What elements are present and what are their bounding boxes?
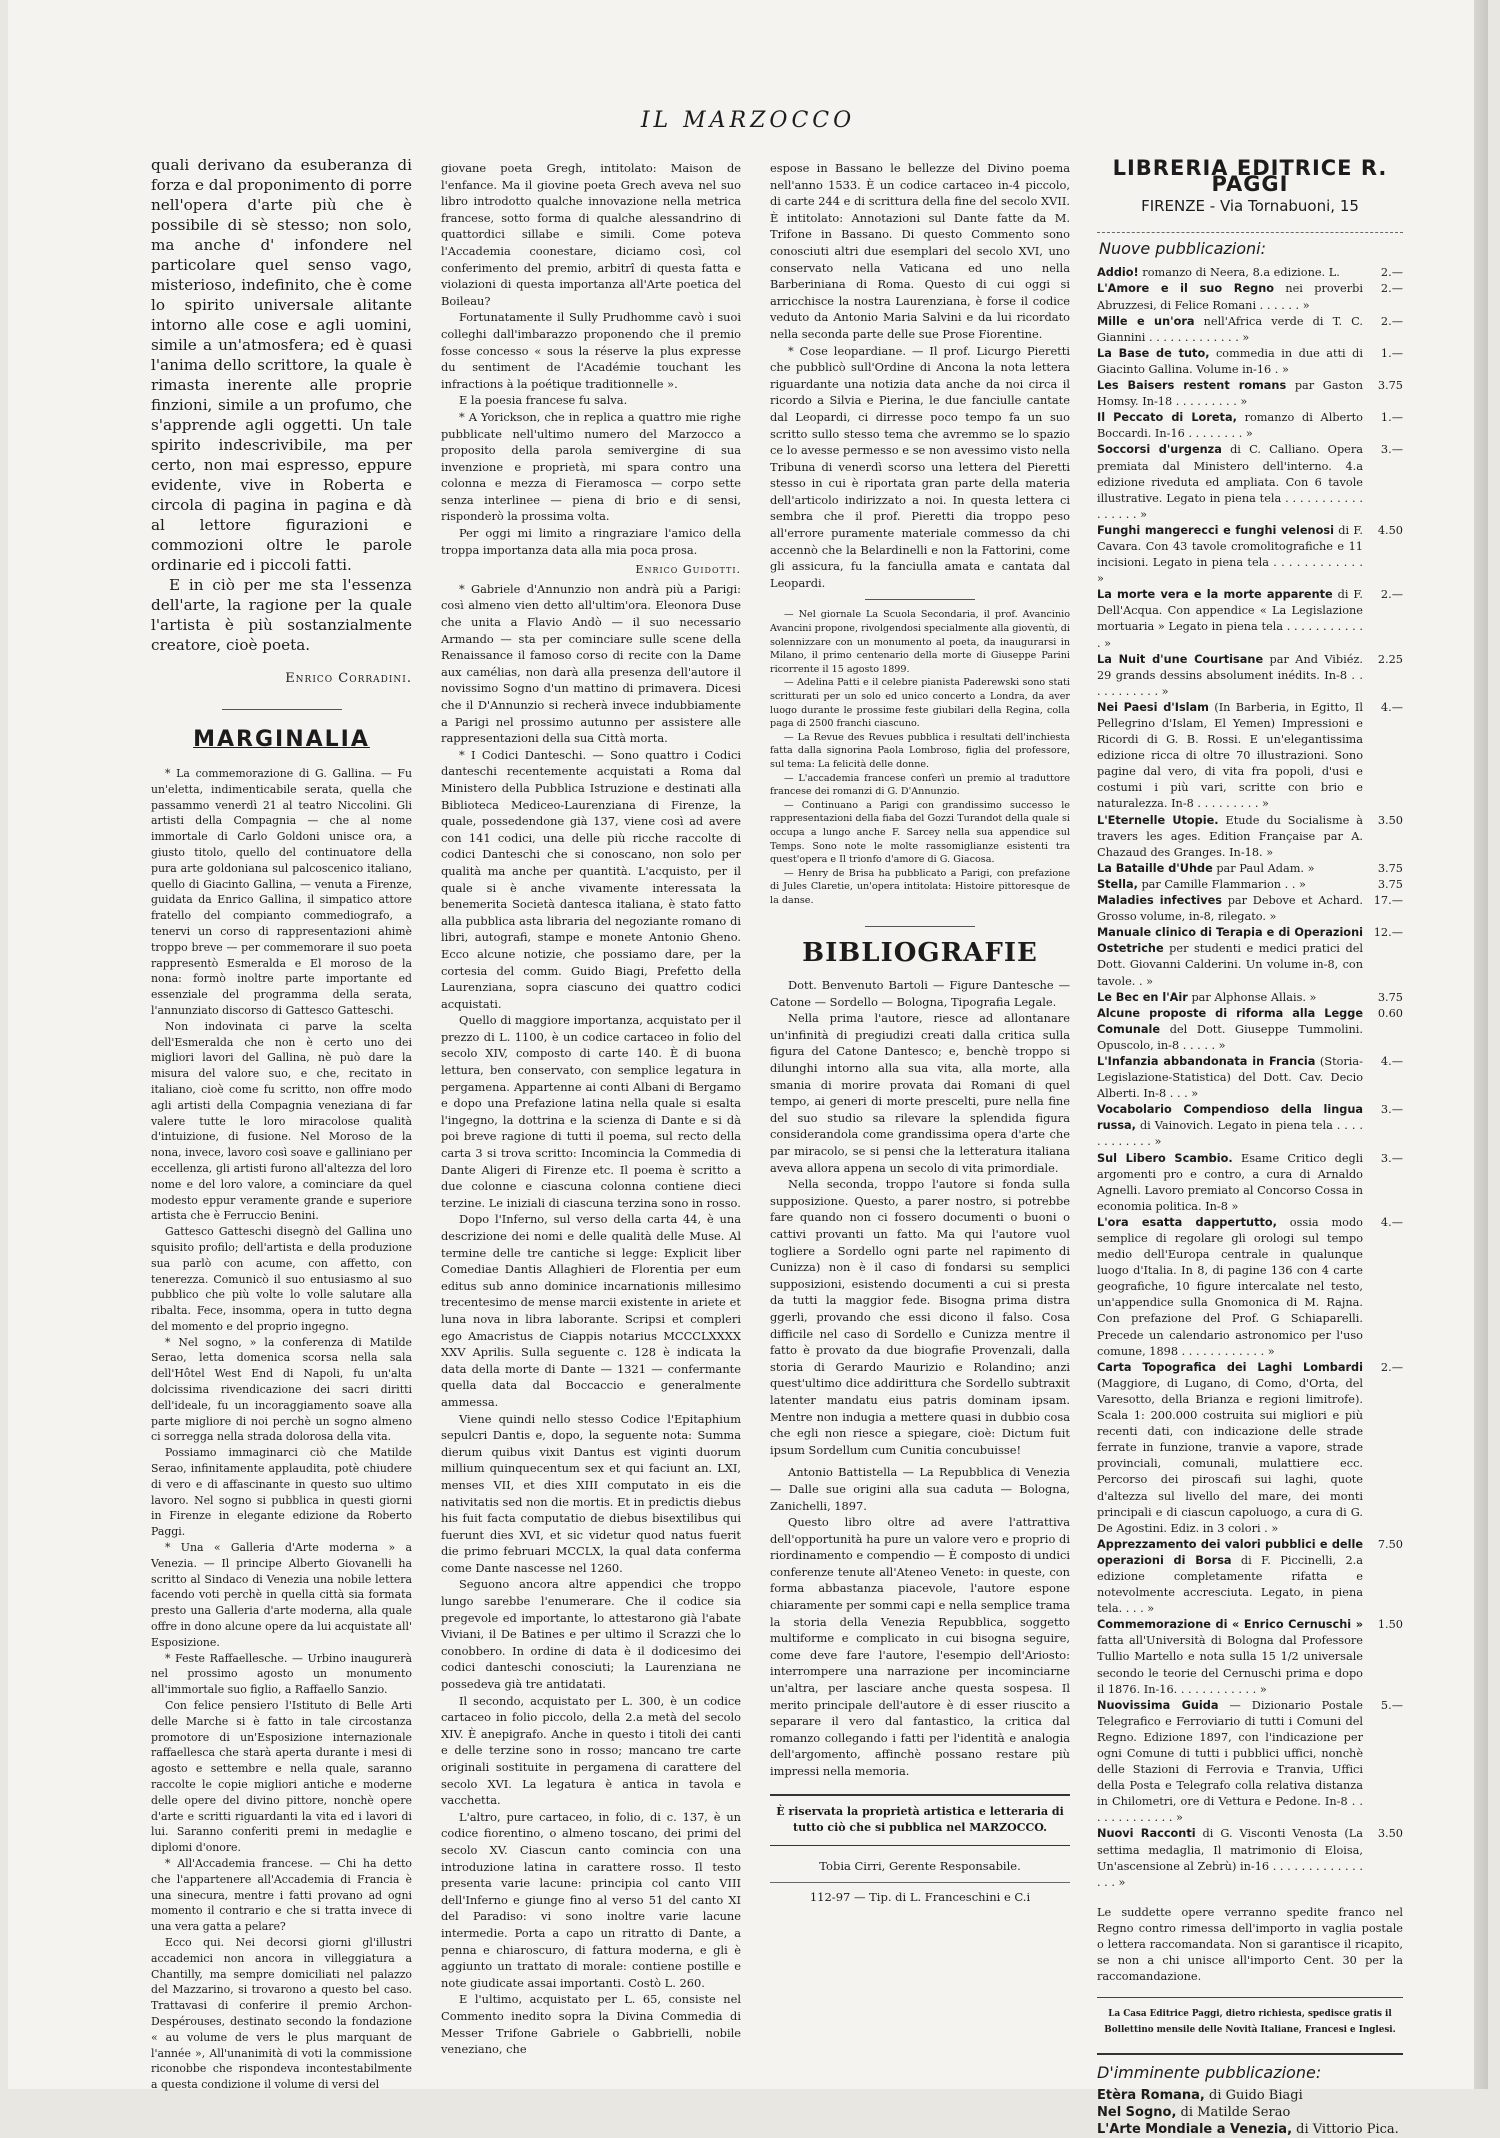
- book-entry: [1097, 813, 1403, 861]
- book-title: Nuovissima Guida: [1097, 1698, 1219, 1712]
- marginalia-item: * Una « Galleria d'Arte moderna » a Venezia. — Il principe Alberto Giovanelli ha scritto al Sindaco di Venezia una nobile lettera facendo voti perchè in quella città sia formata presto una Galleria d'arte moderna, alla quale offre in dono alcune opere da lui acquistate all' Esposizione.: [151, 1541, 412, 1649]
- book-description: L'Infanzia abbandonata in Francia (Storia-Legislazione-Statistica) del Dott. Cav. Decio Alberti. In-8 . . . »: [1097, 1054, 1363, 1101]
- book-entry: [1097, 314, 1403, 346]
- book-entry: [1097, 442, 1403, 522]
- book-entry: [1097, 877, 1403, 893]
- book-price: 4.50: [1377, 523, 1403, 537]
- book-entry: [1097, 925, 1403, 989]
- book-price: 3.75: [1377, 379, 1403, 393]
- divider: [865, 926, 975, 927]
- book-entry: [1097, 1617, 1403, 1697]
- book-entry: [1097, 652, 1403, 700]
- bulletin-note: La Casa Editrice Paggi, dietro richiesta, spedisce gratis il Bollettino mensile delle Novità Italiane, Francesi e Inglesi.: [1097, 1997, 1403, 2038]
- book-price: 3.75: [1377, 990, 1403, 1004]
- book-title: Maladies infectives: [1097, 894, 1222, 908]
- paragraph: Seguono ancora altre appendici che troppo lungo sarebbe l'enumerare. Che il codice sia pregevole ed importante, lo attestarono già l'abate Viviani, il De Batines e per ultimo il Scrazzi che lo conobbero. In ordine di data è il dodicesimo dei codici danteschi conosciuti; la Laurenziana ne possedeva già tre antidatati.: [441, 1577, 741, 1692]
- brief-note: — L'accademia francese conferì un premio al traduttore francese dei romanzi di G. D'Annunzio.: [770, 772, 1070, 798]
- book-description: Manuale clinico di Terapia e di Operazioni Ostetriche per studenti e medici pratici del Dott. Giovanni Calderini. Un volume in-8, con tavole. . »: [1097, 926, 1363, 988]
- book-price: 2.—: [1380, 588, 1403, 602]
- paragraph: L'altro, pure cartaceo, in folio, di c. 137, è un codice fiorentino, o almeno toscano, dei primi del secolo XV. Ciascun canto comincia con una introduzione latina in carattere rosso. Il testo presenta varie lacune: principia col canto VIII dell'Inferno e giunge fino al verso 51 del canto XI del Paradiso: vi sono inoltre varie lacune intermedie. Porta a capo un ritratto di Dante, a penna e chiaroscuro, di fattura moderna, e gli è aggiunto un trattato di morale: contiene postille e note giudicate assai importanti. Costò L. 260.: [441, 1809, 741, 1990]
- signature: Enrico Corradini.: [285, 671, 412, 686]
- book-title: Soccorsi d'urgenza: [1097, 443, 1222, 457]
- book-description: Sul Libero Scambio. Esame Critico degli argomenti pro e contro, a cura di Arnaldo Agnelli. Lavoro premiato al Concorso Cossa in economia politica. In-8 »: [1097, 1151, 1364, 1213]
- paragraph: * I Codici Danteschi. — Sono quattro i Codici danteschi recentemente acquistati a Roma dal Ministero della Pubblica Istruzione e destinati alla Biblioteca Mediceo-Laurenziana di Firenze, la quale, possedendone già 137, viene così ad avere con 141 codici, una delle più ricche raccolte di codici Danteschi che si conoscano, non solo per qualità ma anche per quantità. L'acquisto, per il quale si è anche vivamente interessata la benemerita Società dantesca italiana, è stato fatto alla pubblica asta libraria del negoziante romano di libri, autografi, stampe e monete Antonio Gheno. Ecco alcune notizie, che possiamo dare, per la cortesia del comm. Guido Biagi, Prefetto della Laurenziana, sopra ciascuno dei quattro codici acquistati.: [441, 747, 741, 1011]
- marginalia-item: Con felice pensiero l'Istituto di Belle Arti delle Marche si è fatto in tale circostanza promotore di un'Esposizione internazionale raffaellesca che starà aperta durante i mesi di agosto e settembre e nella quale, saranno raccolte le copie migliori antiche e moderne delle opere del divino pittore, nonchè opere d'arte e scritti riguardanti la vita ed i lavori di lui. Saranno conferiti premi in medaglie e diplomi d'onore.: [151, 1699, 412, 1855]
- book-price: 7.50: [1377, 1537, 1403, 1551]
- book-title: La morte vera e la morte apparente: [1097, 588, 1333, 602]
- book-title: Les Baisers restent romans: [1097, 379, 1287, 393]
- book-title: Le Bec en l'Air: [1097, 990, 1188, 1004]
- marginalia-item: * All'Accademia francese. — Chi ha detto che l'appartenere all'Accademia di Francia è una sinecura, mentre i fatti provano ad ogni momento il contrario e che si tratta invece di una vera gatta a pelare?: [151, 1856, 412, 1934]
- brief-note: — Nel giornale La Scuola Secondaria, il prof. Avancinio Avancini propone, rivolgendosi specialmente alla gioventù, di solennizzare con un monumento al poeta, da inaugurarsi in Milano, il primo centenario della morte di Giuseppe Parini ricorrente il 15 agosto 1899.: [770, 609, 1070, 675]
- book-title: Alcune proposte di riforma alla Legge Comunale: [1097, 1006, 1363, 1036]
- book-description: Soccorsi d'urgenza di C. Calliano. Opera premiata dal Ministero dell'interno. 4.a edizione riveduta ed ampliata. Con 6 tavole illustrative. Legato in piena tela . . . . . . . . . . . . . . . . . »: [1097, 443, 1363, 521]
- book-description: Funghi mangerecci e funghi velenosi di F. Cavara. Con 43 tavole cromolitografiche e 11 incisioni. Legato in piena tela . . . . . . . . . . . . »: [1097, 523, 1364, 586]
- book-title: Apprezzamento dei valori pubblici e delle operazioni di Borsa: [1097, 1537, 1363, 1567]
- book-title: Nuovi Racconti: [1097, 1827, 1196, 1841]
- book-price: 1.—: [1380, 411, 1403, 425]
- book-title: Il Peccato di Loreta,: [1097, 411, 1237, 425]
- page-edge-shadow: [1474, 0, 1488, 2089]
- book-title: Commemorazione di « Enrico Cernuschi »: [1097, 1618, 1363, 1632]
- marginalia-item: * Feste Raffaellesche. — Urbino inaugurerà nel prossimo agosto un monumento all'immortale suo figlio, a Raffaello Sanzio.: [151, 1651, 412, 1697]
- book-description: La Bataille d'Uhde par Paul Adam. »: [1097, 861, 1315, 875]
- brief-note: — Adelina Patti e il celebre pianista Paderewski sono stati scritturati per un solo ed unico concerto a Londra, da aver luogo durante le prossime feste giubilari della Regina, colla paga di 2500 franchi ciascuno.: [770, 677, 1070, 730]
- book-price: 3.75: [1377, 861, 1403, 875]
- marginalia-body: [151, 766, 412, 2093]
- book-price: 12.—: [1373, 926, 1403, 940]
- book-entry: [1097, 1054, 1403, 1102]
- book-price: 3.—: [1380, 1103, 1403, 1117]
- book-description: La morte vera e la morte apparente di F. Dell'Acqua. Con appendice « La Legislazione mortuaria » Legato in piena tela . . . . . . . . . . . . »: [1097, 588, 1364, 650]
- book-title: Vocabolario Compendioso della lingua russa,: [1097, 1103, 1363, 1133]
- book-price: 3.50: [1377, 813, 1403, 827]
- book-price: 4.—: [1380, 700, 1403, 714]
- book-description: Maladies infectives par Debove et Achard. Grosso volume, in-8, rilegato. »: [1097, 894, 1363, 924]
- book-price: 2.—: [1380, 282, 1403, 296]
- paragraph: Fortunatamente il Sully Prudhomme cavò i suoi colleghi dall'imbarazzo proponendo che il premio fosse concesso « sous la réserve la plus expresse du sentiment de l'Académie touchant les infractions à la poétique traditionnelle ».: [441, 310, 741, 391]
- book-price: 3.75: [1377, 877, 1403, 891]
- book-entry: [1097, 281, 1403, 313]
- book-title: La Base de tuto,: [1097, 346, 1210, 360]
- book-entry: [1097, 1360, 1403, 1537]
- book-citation: Dott. Benvenuto Bartoli — Figure Dantesche — Catone — Sordello — Bologna, Tipografia Legale.: [770, 978, 1070, 1009]
- marginalia-item: * La commemorazione di G. Gallina. — Fu un'eletta, indimenticabile serata, quella che passammo venerdì 21 al teatro Niccolini. Gli artisti della Compagnia — che al nome immortale di Carlo Goldoni unisce ora, a giusto titolo, quello del continuatore della pura arte goldoniana sul palcoscenico italiano, quello di Giacinto Gallina, — venuta a Firenze, guidata da Enrico Gallina, il simpatico attore fratello del compianto commediografo, a tenervi un corso di rappresentazioni ahimè troppo breve — per commemorare il suo poeta rappresentò Esmeralda e El moroso de la nona: formò inoltre parte importante ed essenziale del programma della serata, l'annunziato discorso di Gattesco Gatteschi.: [151, 767, 412, 1017]
- column-2: [441, 160, 741, 2058]
- paragraph: E l'ultimo, acquistato per L. 65, consiste nel Commento inedito sopra la Divina Commedia di Messer Trifone Gabriele o Gabbrielli, nobile veneziano, che: [441, 1992, 741, 2057]
- book-description: Addio! romanzo di Neera, 8.a edizione. L.: [1097, 266, 1340, 280]
- book-price: 5.—: [1380, 1698, 1403, 1712]
- printer-line: 112-97 — Tip. di L. Franceschini e C.i: [770, 1882, 1070, 1906]
- publisher-name: LIBRERIA EDITRICE R. PAGGI: [1112, 156, 1388, 197]
- book-price: 3.—: [1380, 443, 1403, 457]
- paragraph: Questo libro oltre ad avere l'attrattiva dell'opportunità ha pure un valore vero e proprio di riordinamento e compendio — È composto di undici conferenze tenute all'Ateneo Veneto: in queste, con forma abbastanza piacevole, l'autore espone chiaramente per sommi capi e nella semplice trama la storia della Venezia Repubblica, soggetto multiforme e complicato in cui bisogna seguire, come deve fare l'autore, l'esempio dell'Ariosto: interrompere una narrazione per incominciarne un'altra, per lasciare anche questa sospesa. Il merito principale dell'autore è di esser riuscito a separare il vero dal fantastico, la critica dal romanzo collegando i fatti per l'identità e analogia dell'argomento, affinchè possano restare più impressi nella memoria.: [770, 1515, 1070, 1778]
- book-description: Il Peccato di Loreta, romanzo di Alberto Boccardi. In-16 . . . . . . . . »: [1097, 411, 1363, 441]
- book-entry: [1097, 265, 1403, 281]
- forthcoming-title: Etèra Romana,: [1097, 2087, 1205, 2103]
- marginalia-item: Ecco qui. Nei decorsi giorni gl'illustri accademici non ancora in villeggiatura a Chantilly, ma sempre domiciliati nel palazzo del Mazzarino, si trovarono a questo bel caso. Trattavasi di conferire il premio Archon-Despérouses, destinato secondo la fondazione « au volume de vers le plus marquant de l'année », All'unanimità di voti la commissione riconobbe che rispondeva incontestabilmente a questa condizione il volume di versi del: [151, 1935, 412, 2092]
- book-description: La Nuit d'une Courtisane par And Vibiéz. 29 grands dessins absolument inédits. In-8 . . . . . . . . . . . »: [1097, 652, 1363, 698]
- paragraph: Nella prima l'autore, riesce ad allontanare un'infinità di pregiudizi creati dalla critica sulla figura del Catone Dantesco; e, benchè troppo si dilunghi intorno alla sua vita, alla morte, alla smania di morire provata dai Romani di quel tempo, ai generi di morte prescelti, pure nella fine del suo studio sa rilevare la splendida figura considerandola come grandissima opera d'arte che par miracolo, se si pensi che la letteratura italiana aveva allora appena un secolo di vita primordiale.: [770, 1011, 1070, 1175]
- book-entry: [1097, 1006, 1403, 1054]
- section-title: MARGINALIA: [193, 727, 370, 752]
- book-description: Apprezzamento dei valori pubblici e delle operazioni di Borsa di F. Piccinelli, 2.a edizione completamente rifatta e notevolmente accresciuta. Legato, in piena tela. . . . »: [1097, 1537, 1363, 1616]
- book-entry: [1097, 587, 1403, 651]
- book-entry: [1097, 523, 1403, 587]
- column-4-advertisement: [1097, 156, 1403, 2138]
- paragraph: E la poesia francese fu salva.: [459, 393, 628, 408]
- paragraph: Nella seconda, troppo l'autore si fonda sulla supposizione. Questo, a parer nostro, si potrebbe fare quando non ci fossero documenti o buoni o cattivi provanti un fatto. Ma qui l'autore vuol togliere a Sordello ogni parte nel rapimento di Cunizza) non è il caso di fondarsi su semplici supposizioni, esistendo documenti a cui si presta da tutti la maggior fede. Bisogna prima distra ggerli, provando che essi dicono il falso. Cosa difficile nel caso di Sordello e Cunizza mentre il fatto è provato da due biografie Provenzali, dalla storia di Gerardo Maurizio e Rolandino; anzi quest'ultimo dice addirittura che Sordello subtraxit latenter mandatu eius patris dominam ipsam. Mentre non indugia a mettere quasi in dubbio cosa che egli non riesce a spiegare, cioè: Dictum fuit ipsum Sordellum cum Cunitia concubuisse!: [770, 1177, 1070, 1457]
- book-entry: [1097, 1826, 1403, 1890]
- book-title: La Bataille d'Uhde: [1097, 861, 1213, 875]
- book-title: Carta Topografica dei Laghi Lombardi: [1097, 1360, 1363, 1374]
- book-title: Stella,: [1097, 877, 1138, 891]
- book-price: 3.—: [1380, 1151, 1403, 1165]
- rights-notice: È riservata la proprietà artistica e letteraria di tutto ciò che si pubblica nel MARZOCCO.: [770, 1794, 1070, 1846]
- newspaper-page: [8, 0, 1488, 2137]
- managing-editor: Tobia Cirri, Gerente Responsabile.: [819, 1858, 1021, 1873]
- paragraph: * Cose leopardiane. — Il prof. Licurgo Pieretti che pubblicò sull'Ordine di Ancona la nota lettera riguardante una notizia data anche da noi circa il ricordo a Silvia e Pierina, le due fanciulle cantate dal Leopardi, ci dirresse poco tempo fa un suo scritto sullo stesso tema che avremmo se lo spazio ce lo avesse permesso e se non avessimo visto nella Tribuna di venerdì scorso una lettera del Pieretti stesso in cui è riportata gran parte della materia dell'articolo indirizzato a noi. In questa lettera ci sembra che il prof. Pieretti dia troppo peso all'errore puramente materiale commesso da chi accennò che la Belardinelli e non la Fattorini, come gli assicura, fu la fanciulla amata e cantata dal Leopardi.: [770, 343, 1070, 590]
- book-description: Vocabolario Compendioso della lingua russa, di Vainovich. Legato in piena tela . . . . . . . . . . . . »: [1097, 1103, 1363, 1149]
- book-price: 2.25: [1377, 652, 1403, 666]
- forthcoming-item: Nel Sogno, di Matilde Serao: [1097, 2104, 1291, 2120]
- paragraph: Quello di maggiore importanza, acquistato per il prezzo di L. 1100, è un codice cartaceo in folio del secolo XIV, composto di carte 140. È di buona lettura, ben conservato, con semplice legatura in pergamena. Appartenne ai conti Albani di Bergamo e dopo una Prefazione latina nella quale si esalta l'ingegno, la dottrina e la scienza di Dante e si dà poi breve ragione di tutti il poema, sul recto della carta 3 si trova scritto: Incomincia la Commedia di Dante Aligeri di Firenze etc. Il poema è scritto a due colonne e ciascuna colonna contiene dieci terzine. Le iniziali di ciascuna terzina sono in rosso.: [441, 1013, 741, 1210]
- book-description: Mille e un'ora nell'Africa verde di T. C. Giannini . . . . . . . . . . . . . »: [1097, 314, 1363, 344]
- paragraph: quali derivano da esuberanza di forza e dal proponimento di porre nell'opera d'arte più che è possibile di sè stesso; non solo, ma anche d' infondere nel particolare quel senso vago, misterioso, indefinito, che è come lo spirito universale alitante intorno alle cose e agli uomini, simile a un'atmosfera; ed è quasi l'anima dello scrittore, la quale è rimasta inerente alle proprie finzioni, simile a un profumo, che s'apprende agli oggetti. Un tale spirito indescrivibile, ma per certo, non mai espresso, eppure evidente, vive in Roberta e circola di pagina in pagina e dà al lettore figurazioni e commozioni oltre le parole ordinarie ed i piccoli fatti.: [151, 156, 412, 574]
- paragraph: giovane poeta Gregh, intitolato: Maison de l'enfance. Ma il giovine poeta Grech aveva nel suo libro introdotto qualche innovazione nella metrica francese, sotto forma di qualche alessandrino di quattordici sillabe e simili. Come poteva l'Accademia coonestare, diciamo così, col conferimento del premio, arbitrî di questa fatta e violazioni di questa importanza all'Arte poetica del Boileau?: [441, 161, 741, 308]
- book-price: 2.—: [1380, 1360, 1403, 1374]
- book-description: L'Amore e il suo Regno nei proverbi Abruzzesi, di Felice Romani . . . . . . »: [1097, 282, 1363, 312]
- book-description: Nuovissima Guida — Dizionario Postale Telegrafico e Ferroviario di tutti i Comuni del Regno. Edizione 1897, con l'indicazione per ogni Comune di tutti i pubblici uffici, nonchè delle Stazioni di Ferrovia e Tranvia, Uffici della Posta e Telegrafo colla relativa distanza in Chilometri, ore di Vettura e Pedone. In-8 . . . . . . . . . . . . . »: [1097, 1698, 1363, 1825]
- book-title: Nei Paesi d'Islam: [1097, 700, 1209, 714]
- book-price: 4.—: [1380, 1215, 1403, 1229]
- book-entry: [1097, 1151, 1403, 1215]
- signature: Enrico Guidotti.: [635, 563, 741, 577]
- book-description: Nuovi Racconti di G. Visconti Venosta (La settima medaglia, Il matrimonio di Eloisa, Un'ascensione al Zebrù) in-16 . . . . . . . . . . . . . . . . »: [1097, 1827, 1363, 1889]
- book-description: La Base de tuto, commedia in due atti di Giacinto Gallina. Volume in-16 . »: [1097, 346, 1363, 376]
- book-title: Manuale clinico di Terapia e di Operazioni Ostetriche: [1097, 926, 1363, 956]
- new-publications-heading: Nuove pubblicazioni:: [1099, 239, 1267, 259]
- book-description: Nei Paesi d'Islam (In Barberia, in Egitto, Il Pellegrino d'Islam, El Yemen) Impressioni e Ricordi di G. B. Rossi. E un'elegantissima edizione ricca di oltre 70 illustrazioni. Sono pagine dal vero, di vita fra popoli, d'usi e costumi i più vari, scritte con brio e naturalezza. In-8 . . . . . . . . . »: [1097, 700, 1364, 811]
- book-title: La Nuit d'une Courtisane: [1097, 652, 1264, 666]
- book-description: Commemorazione di « Enrico Cernuschi » fatta all'Università di Bologna dal Professore Tullio Martello e nota sulla 15 1/2 universale secondo le teorie del Cernuschi prima e dopo il 1876. In-16. . . . . . . . . . . . »: [1097, 1618, 1363, 1696]
- book-citation: Antonio Battistella — La Repubblica di Venezia — Dalle sue origini alla sua caduta — Bologna, Zanichelli, 1897.: [770, 1465, 1070, 1513]
- divider: [865, 599, 975, 600]
- book-price: 2.—: [1380, 314, 1403, 328]
- book-entry: [1097, 1215, 1403, 1360]
- book-price: 3.50: [1377, 1827, 1403, 1841]
- book-entry: [1097, 861, 1403, 877]
- publisher-address: FIRENZE - Via Tornabuoni, 15: [1141, 197, 1359, 216]
- book-price: 2.—: [1380, 266, 1403, 280]
- paragraph: Dopo l'Inferno, sul verso della carta 44, è una descrizione dei nomi e delle qualità delle Muse. Al termine delle tre cantiche si legge: Explicit liber Comediae Dantis Allaghieri de Florentia per eum editus sub anno dominice incarnationis millesimo trecentesimo de mense marcii existente in ariete et luna nova in libra laborante. Scripsi et compleri ego Amacristus de Ciappis notarius MCCCLXXXX XXV Aprilis. Sulla seguente c. 128 è indicata la data della morte di Dante — 1321 — confermante quella data dal Boccaccio e generalmente ammessa.: [441, 1212, 741, 1409]
- book-title: L'ora esatta dappertutto,: [1097, 1215, 1277, 1229]
- paragraph: Il secondo, acquistato per L. 300, è un codice cartaceo in folio piccolo, della 2.a metà del secolo XIV. È anepigrafo. Anche in questo i titoli dei canti e delle terzine sono in rosso; mancano tre carte originali sostituite in pergamena di carattere del secolo XVI. La legatura è antica in tavola e vacchetta.: [441, 1693, 741, 1808]
- divider: [1097, 224, 1403, 233]
- book-description: Les Baisers restent romans par Gaston Homsy. In-18 . . . . . . . . . »: [1097, 379, 1363, 409]
- book-entry: [1097, 346, 1403, 378]
- forthcoming-heading: D'imminente pubblicazione:: [1097, 2053, 1403, 2081]
- book-entry: [1097, 410, 1403, 442]
- paragraph: * A Yorickson, che in replica a quattro mie righe pubblicate nell'ultimo numero del Marzocco a proposito della parola semivergine di sua invenzione e proprietà, mi spara contro una colonna e mezza di Fieramosca — corpo sette senza interlinee — piena di brio e di sensi, risponderò la prossima volta.: [441, 409, 741, 524]
- marginalia-item: Gattesco Gatteschi disegnò del Gallina uno squisito profilo; dell'artista e della produzione sua parlò con acume, con affetto, con tenerezza. Comunicò il suo entusiasmo al suo pubblico che più volte lo volle salutare alla ribalta. Fece, insomma, opera in tutto degna del momento e del proprio ingegno.: [151, 1225, 412, 1333]
- paragraph: espose in Bassano le bellezze del Divino poema nell'anno 1533. È un codice cartaceo in-4 piccolo, di carte 244 e di scrittura della fine del secolo XVII. È intitolato: Annotazioni sul Dante fatte da M. Trifone in Bassano. Di questo Commento sono conosciuti altri due esemplari del secolo XVI, uno conservato nella Vaticana ed uno nella Barberiniana di Roma. Questo di cui oggi si arricchisce la nostra Laurenziana, è forse il codice veduto da Antonio Maria Salvini e da lui ricordato nella seconda parte delle sue Prose Fiorentine.: [770, 161, 1070, 341]
- book-entry: [1097, 1102, 1403, 1150]
- marginalia-item: * Nel sogno, » la conferenza di Matilde Serao, letta domenica scorsa nella sala dell'Hôtel West End di Napoli, fu un'alta dolcissima rivendicazione dei sacri diritti dell'ideale, fu un incoraggiamento soave alla parte migliore di noi perchè un sogno almeno ci sorregga nella strada dolorosa della vita.: [151, 1335, 412, 1444]
- running-head: IL MARZOCCO: [640, 108, 856, 133]
- marginalia-item: Non indovinata ci parve la scelta dell'Esmeralda che non è certo uno dei migliori lavori del Gallina, nè può dare la misura del valore suo, e che, recitato in italiano, cioè come fu scritto, non offre modo agli artisti della Compagnia veneziana di far valere tutte le loro miracolose qualità d'intuizione, di fusione. Nel Moroso de la nona, invece, lavoro così soave e galliniano per eccellenza, gli artisti furono all'altezza del loro nome e del loro valore, a cominciare da quel modesto eppur veramente grande e superiore artista che è Ferruccio Benini.: [151, 1019, 412, 1223]
- paragraph: Viene quindi nello stesso Codice l'Epitaphium sepulcri Dantis e, dopo, la seguente nota: Summa dierum quibus vixit Dantus est viginti duorum millium quinquecentum sex et qui faciunt an. LXI, menses VII, et dies XIII computato in eis die nativitatis sed non die mortis. Et in predictis diebus his fuit facta computatio de diebus bisextilibus qui fuerunt dies XVI, et sic videtur quod natus fuerit die primo februari MCCLX, la qual data conferma come Dante nascesse nel 1260.: [441, 1411, 741, 1575]
- forthcoming-item: Etèra Romana, di Guido Biagi: [1097, 2087, 1303, 2103]
- book-title: Funghi mangerecci e funghi velenosi: [1097, 523, 1334, 537]
- book-price: 1.—: [1380, 346, 1403, 360]
- paragraph: Per oggi mi limito a ringraziare l'amico della troppa importanza data alla mia poca prosa.: [441, 526, 741, 557]
- book-title: L'Amore e il suo Regno: [1097, 282, 1275, 296]
- forthcoming-title: Nel Sogno,: [1097, 2104, 1177, 2120]
- book-price: 17.—: [1373, 894, 1403, 908]
- forthcoming-title: L'Arte Mondiale a Venezia,: [1097, 2121, 1293, 2137]
- book-entry: [1097, 378, 1403, 410]
- brief-note: — Henry de Brisa ha pubblicato a Parigi, con prefazione di Jules Claretie, un'opera intitolata: Histoire pittoresque de la danse.: [770, 867, 1070, 906]
- bibliografie-title: BIBLIOGRAFIE: [802, 937, 1038, 968]
- book-description: L'Eternelle Utopie. Etude du Socialisme à travers les ages. Edition Française par A. Chazaud des Granges. In-18. »: [1097, 813, 1363, 859]
- book-list: [1097, 265, 1403, 1890]
- column-1: [151, 155, 412, 2093]
- book-price: 4.—: [1380, 1054, 1403, 1068]
- book-description: Stella, par Camille Flammarion . . »: [1097, 877, 1306, 891]
- brief-note: — La Revue des Revues pubblica i resultati dell'inchiesta fatta dalla signorina Paola Lombroso, figlia del professore, sul tema: La felicità delle donne.: [770, 731, 1070, 770]
- marginalia-item: Possiamo immaginarci ciò che Matilde Serao, infinitamente applaudita, potè chiudere di vero e di affascinante in questo suo ultimo lavoro. Nel sogno si pubblica in questi giorni in Firenze in elegante edizione da Roberto Paggi.: [151, 1446, 412, 1539]
- book-description: L'ora esatta dappertutto, ossia modo semplice di regolare gli orologi sul tempo medio dell'Europa centrale in qualunque luogo d'Italia. In 8, di pagine 136 con 4 carte geografiche, 10 figure intercalate nel testo, un'appendice sulla Gnomonica di M. Rajna. Con prefazione del Prof. G Schiaparelli. Precede un calendario astronomico per l'uso comune, 1898 . . . . . . . . . . . . »: [1097, 1215, 1363, 1358]
- book-entry: [1097, 990, 1403, 1006]
- paragraph: E in ciò per me sta l'essenza dell'arte, la ragione per la quale l'artista è più sostanzialmente creatore, cioè poeta.: [151, 576, 412, 654]
- book-description: Alcune proposte di riforma alla Legge Comunale del Dott. Giuseppe Tummolini. Opuscolo, in-8 . . . . . »: [1097, 1006, 1363, 1052]
- divider: [222, 709, 342, 710]
- book-title: L'Eternelle Utopie.: [1097, 813, 1219, 827]
- brief-note: — Continuano a Parigi con grandissimo successo le rappresentazioni della fiaba del Gozzi Turandot della quale si occupa a lungo anche F. Sarcey nella sua appendice sul Temps. Sono note le molte rassomiglianze esistenti tra quest'opera e Il trionfo d'amore di G. Giacosa.: [770, 799, 1070, 866]
- book-title: Sul Libero Scambio.: [1097, 1151, 1233, 1165]
- book-price: 1.50: [1377, 1618, 1403, 1632]
- book-title: Addio!: [1097, 266, 1139, 280]
- book-title: Mille e un'ora: [1097, 314, 1195, 328]
- brief-notes: [770, 608, 1070, 907]
- book-description: Le Bec en l'Air par Alphonse Allais. »: [1097, 990, 1317, 1004]
- book-entry: [1097, 1698, 1403, 1827]
- book-entry: [1097, 1537, 1403, 1617]
- column-3: [770, 160, 1070, 1906]
- forthcoming-item: L'Arte Mondiale a Venezia, di Vittorio Pica.: [1097, 2121, 1399, 2137]
- book-entry: [1097, 893, 1403, 925]
- shipping-note: Le suddette opere verranno spedite franco nel Regno contro rimessa dell'importo in vaglia postale o lettera raccomandata. Non si garantisce il ricapito, se non a chi unisce all'importo Cent. 30 per la raccomandazione.: [1097, 1905, 1403, 1984]
- paragraph: * Gabriele d'Annunzio non andrà più a Parigi: così almeno vien detto all'ultim'ora. Eleonora Duse che unita a Flavio Andò — il suo necessario Armando — sta per cominciare sulle scene della Renaissance il famoso corso di recite con la Dame aux camélias, non darà alla presenza dell'autore il novissimo Sogno d'un mattino di primavera. Dicesi che il D'Annunzio si recherà invece indubbiamente a Parigi nel prossimo autunno per assistere alle rappresentazioni della sua Città morta.: [441, 581, 741, 746]
- book-description: Carta Topografica dei Laghi Lombardi (Maggiore, di Lugano, di Como, d'Orta, del Varesotto, della Brianza e regioni limitrofe). Scala 1: 200.000 costruita sui migliori e più recenti dati, con indicazione delle strade ferrate in funzione, tranvie a vapore, strade provinciali, comunali, mulattiere ecc. Percorso dei piroscafi sui laghi, quote d'altezza sul livello del mare, dei monti principali e di ciascun capoluogo, a cura di G. De Agostini. Ediz. in 3 colori . »: [1097, 1360, 1363, 1535]
- forthcoming-list: [1097, 2087, 1403, 2138]
- book-price: 0.60: [1377, 1006, 1403, 1020]
- book-title: L'Infanzia abbandonata in Francia: [1097, 1054, 1316, 1068]
- book-entry: [1097, 700, 1403, 813]
